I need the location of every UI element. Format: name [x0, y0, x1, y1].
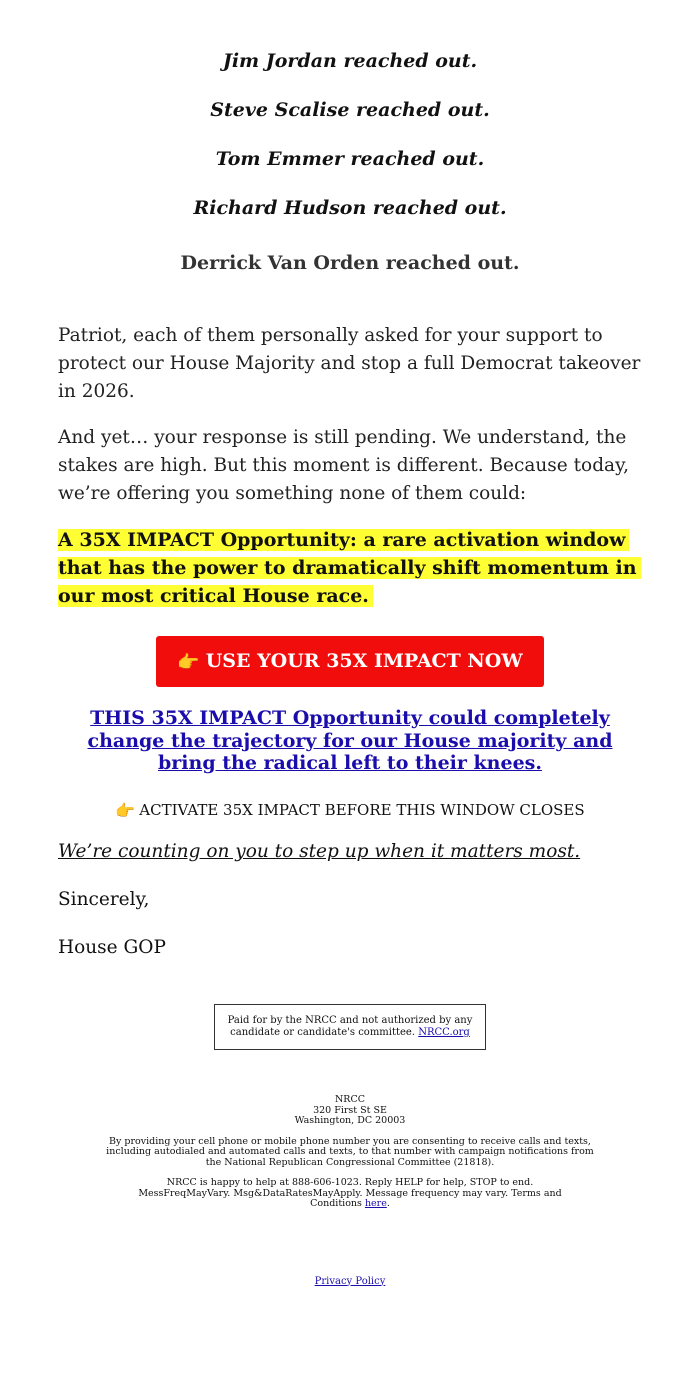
terms-link[interactable]: here	[364, 1198, 387, 1209]
impact-opportunity-link[interactable]: THIS 35X IMPACT Opportunity could completely change the trajectory for our House majority and bring the radical left to their knees.	[87, 707, 613, 774]
reached-out-line: Derrick Van Orden reached out.	[180, 252, 520, 274]
activate-label[interactable]: ACTIVATE 35X IMPACT BEFORE THIS WINDOW CLOSES	[139, 800, 585, 819]
footer-street: 320 First St SE	[313, 1104, 387, 1116]
sms-consent-text: By providing your cell phone or mobile phone number you are consenting to receive calls and texts, including autodialed and automated calls and texts, to that number with campaign notifications from the National Republican Congressional Committee (21818).	[106, 1135, 594, 1168]
help-text-body: NRCC is happy to help at 888-606-1023. Reply HELP for help, STOP to end. MessFreqMayVary. Msg&DataRatesMayApply. Message frequency may vary. Terms and Conditions	[138, 1177, 562, 1209]
cta-row	[58, 636, 642, 687]
pointing-hand-icon: 👉	[177, 651, 200, 673]
email-body	[58, 0, 642, 1287]
highlighted-offer	[58, 526, 642, 610]
signature-text: House GOP	[58, 937, 166, 958]
body-paragraph: Patriot, each of them personally asked for your support to protect our House Majority and stop a full Democrat takeover in 2026.	[58, 325, 641, 402]
reached-out-line: Richard Hudson reached out.	[193, 197, 507, 219]
privacy-row	[58, 1276, 642, 1287]
footer-address	[58, 1095, 642, 1127]
footer-city: Washington, DC 20003	[294, 1115, 406, 1126]
pointing-hand-icon: 👉	[115, 801, 136, 820]
activate-row[interactable]	[58, 801, 642, 821]
reached-out-line: Jim Jordan reached out.	[222, 50, 478, 72]
use-impact-button[interactable]	[156, 636, 544, 687]
paid-for-disclaimer	[214, 1004, 486, 1050]
help-text: NRCC is happy to help at 888-606-1023. Reply HELP for help, STOP to end. MessFreqMayVary. Msg&DataRatesMayApply. Message frequency may vary. Terms and Conditions here.	[138, 1177, 562, 1209]
reached-out-line: Tom Emmer reached out.	[215, 148, 485, 170]
disclaimer-text: Paid for by the NRCC and not authorized by any candidate or candidate's committee.	[227, 1015, 473, 1038]
footer	[58, 1095, 642, 1210]
nrcc-link[interactable]: NRCC.org	[418, 1027, 470, 1038]
use-impact-button-label: USE YOUR 35X IMPACT NOW	[205, 650, 523, 672]
reached-out-line: Steve Scalise reached out.	[210, 99, 490, 121]
highlighted-offer-text: A 35X IMPACT Opportunity: a rare activation window that has the power to dramatically shift momentum in our most critical House race.	[58, 529, 641, 607]
privacy-policy-link[interactable]: Privacy Policy	[314, 1275, 386, 1287]
body-paragraph: And yet… your response is still pending. We understand, the stakes are high. But this moment is different. Because today, we’re offering you something none of them could:	[58, 427, 629, 504]
sincerely-text: Sincerely,	[58, 889, 150, 910]
counting-on-you-text: We’re counting on you to step up when it matters most.	[58, 841, 581, 862]
footer-org: NRCC	[334, 1094, 365, 1105]
